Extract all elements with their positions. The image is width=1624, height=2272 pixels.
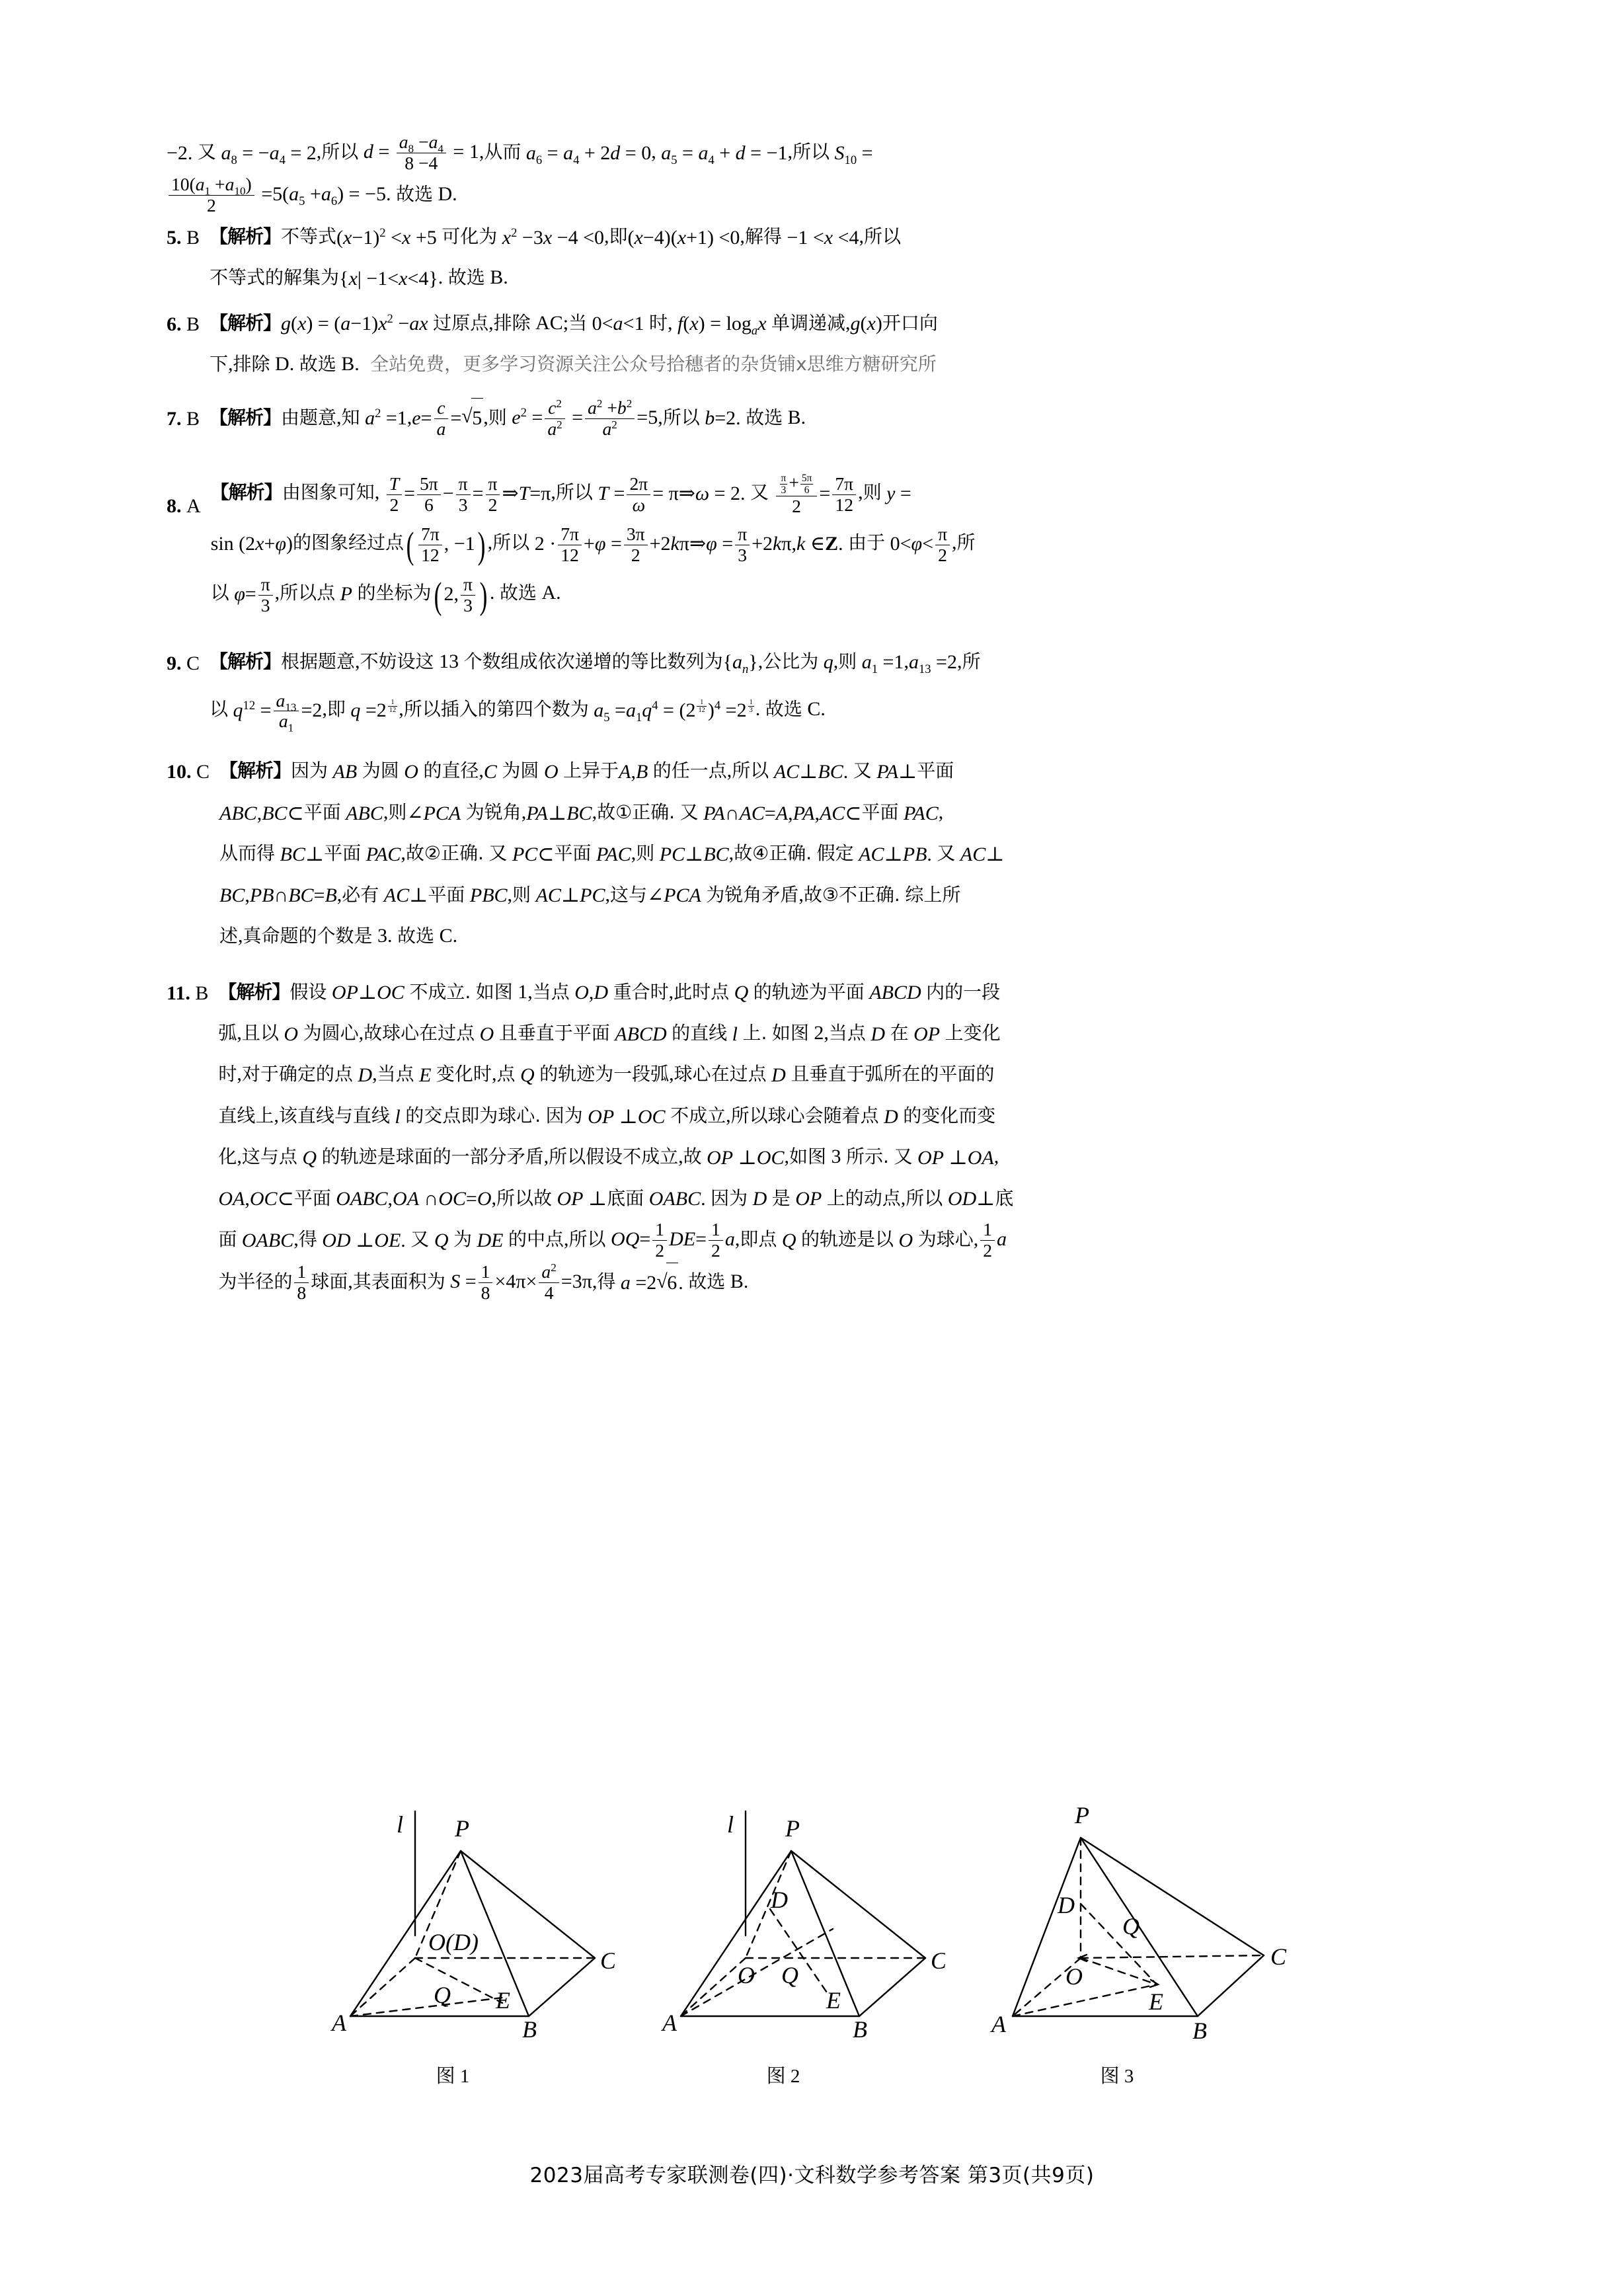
figure-2-caption-number: 2 <box>790 2066 800 2087</box>
figure-1-caption-number: 1 <box>459 2066 470 2087</box>
answer-text-10: 【解析】因为 AB 为圆 O 的直径,C 为圆 O 上异于A,B 的任一点,所以 AC⊥BC. 又 PA⊥平面 ABC,BC⊂平面 ABC,则∠PCA 为锐角,PA⊥BC,故①正确. 又 PA∩AC=A,PA,AC⊂平面 PAC, 从而得 BC⊥平面 PAC,故②正确. 又 PC⊂平面 PAC,则 PC⊥BC,故④正确. 假定 AC⊥PB. 又 AC⊥ BC,PB∩BC=B,必有 AC⊥平面 PBC,则 AC⊥PC,这与∠PCA 为锐角矛盾,故③不正确. 综上所 述,真命题的个数是 3. 故选 C. <box>219 760 1005 947</box>
answer-number-11: 11. B <box>167 982 219 1004</box>
figure-1-label-A: A <box>332 2010 346 2036</box>
answer-text-9: 【解析】根据题意,不妨设这 13 个数组成依次递增的等比数列为$\{a_n\}$,公比为 q,则 $a_1 =1,a_{13} =2$,所 以 $q^{12}$ = $\frac{a_{13}}{a_1}$ =2,即 q =2 $^{\frac{1}{12}}$ ,所以插入的第四个数为 $a_5 =a_1q^4 = (2$ $^{\frac{1}{12}}$ )$^4$ =2 $^{\frac{1}{3}}$ . 故选 C. <box>210 650 981 734</box>
figures-row <box>304 1785 1335 2129</box>
watermark-text: 全站免费，更多学习资源关注公众号拾穗者的杂货铺x思维方糖研究所 <box>364 352 937 375</box>
figure-1-label-B: B <box>522 2016 537 2043</box>
answer-text-5: 【解析】不等式$(x-1)^2 <x +5$ 可化为 $x^2 -3x -4 <0$,即(x−4)(x+1) <0,解得 −1 <x <4,所以 不等式的解集为{x| −1<x<4}. 故选 B. <box>210 225 902 290</box>
figure-3-caption-number: 3 <box>1124 2066 1134 2087</box>
figure-2-label-B: B <box>853 2016 867 2043</box>
answer-block-7 <box>167 398 1455 441</box>
figure-2-caption-prefix: 图 <box>766 2064 786 2087</box>
analysis-tag: 【解析】 <box>219 760 291 782</box>
answer-text-8: 【解析】由图象可知, $\frac{T}{2}$ = $\frac{5\pi}{6}$ − $\frac{\pi}{3}$ = $\frac{\pi}{2}$ ⇒T=π,所以 T = $\frac{2\pi}{\omega}$ = π⇒ω = 2. 又 $\frac{\pi}{3}$ + $\frac{5\pi}{6}$ 2 = $\frac{7\pi}{12}$ ,则 y = sin (2x+φ)的图象经过点( $\frac{7\pi}{12}$ , −1) ,所以 2 · $\frac{7\pi}{12}$ +φ = $\frac{3\pi}{2}$ +2kπ⇒φ = $\frac{\pi}{3}$ +2kπ,k ∈Z. 由于 0<φ< $\frac{\pi}{2}$ ,所 以 φ= $\frac{\pi}{3}$ ,所以点 P 的坐标为( 2, $\frac{\pi}{3}$ ) . 故选 A. <box>210 471 976 617</box>
answer-block-4-continued: −2. 又 $a_8 = -a_4 = 2$,所以 d = $\frac{a_8 -a_4}{8 -4}$ = 1,从而 $a_6 = a_4 + 2d = 0$, $a_5 = a_4 + d = -1$,所以 $S_{10}$ = $\frac{10(a_1 +a_{10})}{2}$ $=5(a_5 +a_6) = -5$. 故选 D. <box>167 132 873 215</box>
figure-2-label-Q: Q <box>781 1962 798 1988</box>
figure-3-caption-prefix: 图 <box>1100 2064 1120 2087</box>
figure-3-caption <box>1064 2061 1170 2088</box>
answer-number-6: 6. B <box>167 313 210 335</box>
figure-1-caption <box>400 2061 506 2088</box>
answer-block-5 <box>167 217 1455 299</box>
answer-block-8 <box>167 468 1455 619</box>
answer-number-8: 8. A <box>167 495 211 518</box>
figure-2-svg <box>635 1785 945 2069</box>
answers-container <box>167 132 1455 1308</box>
figure-3-label-O: O <box>1065 1963 1083 1990</box>
analysis-tag: 【解析】 <box>218 980 290 1003</box>
figure-2-label-C: C <box>931 1947 945 1974</box>
figure-2 <box>635 1785 945 2087</box>
answer-text-6: 【解析】$g(x) = (a-1)x^2 -ax$ 过原点,排除 AC;当 0<a<1 时, $f(x) = \log_ax$ 单调递减,g(x)开口向 下,排除 D. 故选 B. 全站免费，更多学习资源关注公众号拾穗者的杂货铺x思维方糖研究所 <box>210 311 938 375</box>
analysis-tag: 【解析】 <box>210 225 282 247</box>
answer-number-10: 10. C <box>167 761 220 783</box>
figure-3-label-E: E <box>1149 1988 1163 2015</box>
figure-2-label-P: P <box>785 1815 800 1842</box>
figure-3-label-A: A <box>991 2011 1006 2037</box>
answer-text-11: 【解析】假设 OP⊥OC 不成立. 如图 1,当点 O,D 重合时,此时点 Q 的轨迹为平面 ABCD 内的一段 弧,且以 O 为圆心,故球心在过点 O 且垂直于平面 ABCD 的直线 l 上. 如图 2,当点 D 在 OP 上变化 时,对于确定的点 D,当点 E 变化时,点 Q 的轨迹为一段弧,球心在过点 D 且垂直于弧所在的平面的 直线上,该直线与直线 l 的交点即为球心. 因为 OP ⊥OC 不成立,所以球心会随着点 D 的变化而变 化,这与点 Q 的轨迹是球面的一部分矛盾,所以假设不成立,故 OP ⊥OC,如图 3 所示. 又 OP ⊥OA, OA,OC⊂平面 OABC,OA ∩OC=O,所以故 OP ⊥底面 OABC. 因为 D 是 OP 上的动点,所以 OD⊥底 面 OABC,得 OD ⊥OE. 又 Q 为 DE 的中点,所以 OQ= $\frac{1}{2}$ DE= $\frac{1}{2}$ a,即点 Q 的轨迹是以 O 为球心, $\frac{1}{2}$ a 为半径的 $\frac{1}{8}$ 球面,其表面积为 S = $\frac{1}{8}$ ×4π× $\frac{a^2}{4}$ =3π,得 a =2 √ 6. 故选 B. <box>218 972 1455 1304</box>
figure-2-caption <box>730 2061 836 2088</box>
figure-1-caption-prefix: 图 <box>436 2064 455 2087</box>
figure-1-label-E: E <box>496 1987 510 2014</box>
figure-3 <box>965 1785 1295 2087</box>
figure-2-label-l: l <box>727 1811 734 1838</box>
figure-1-label-P: P <box>455 1815 469 1842</box>
figure-3-label-B: B <box>1192 2017 1207 2044</box>
analysis-tag: 【解析】 <box>210 481 282 504</box>
figure-3-label-P: P <box>1075 1802 1089 1828</box>
analysis-tag: 【解析】 <box>210 406 282 428</box>
figure-1 <box>304 1785 615 2087</box>
figure-2-label-E: E <box>826 1987 841 2014</box>
figure-1-svg <box>304 1785 615 2069</box>
figure-3-label-C: C <box>1270 1943 1287 1970</box>
figure-1-label-OD: O(D) <box>428 1929 479 1955</box>
answer-number-7: 7. B <box>167 407 210 430</box>
figure-1-label-Q: Q <box>434 1982 451 2008</box>
figure-2-label-A: A <box>662 2010 677 2036</box>
analysis-tag: 【解析】 <box>210 650 282 672</box>
page-footer: 2023届高考专家联测卷(四)·文科数学参考答案 第3页(共9页) <box>529 2164 1095 2187</box>
figure-3-label-Q: Q <box>1122 1913 1140 1939</box>
figure-1-label-C: C <box>600 1947 615 1974</box>
figure-2-label-D: D <box>771 1887 788 1913</box>
figure-3-svg <box>965 1785 1295 2069</box>
analysis-tag: 【解析】 <box>210 311 282 334</box>
answer-block-6 <box>167 303 1455 385</box>
answer-block-10 <box>167 751 1455 956</box>
figure-2-label-O: O <box>738 1962 755 1988</box>
answer-number-5: 5. B <box>167 226 210 249</box>
answer-text-7: 【解析】由题意,知 $a^2 =1,e=$ $\frac{c}{a}$ = √ 5,则 $e^2$ = $\frac{c^2}{a^2}$ = $\frac{a^2 +b^2}{a^2}$ =5,所以 b=2. 故选 B. <box>210 398 1455 441</box>
answer-block-9 <box>167 639 1455 734</box>
answer-block-11 <box>167 972 1455 1304</box>
answer-number-9: 9. C <box>167 652 210 674</box>
figure-1-label-l: l <box>397 1811 404 1838</box>
figure-3-label-D: D <box>1058 1892 1075 1918</box>
